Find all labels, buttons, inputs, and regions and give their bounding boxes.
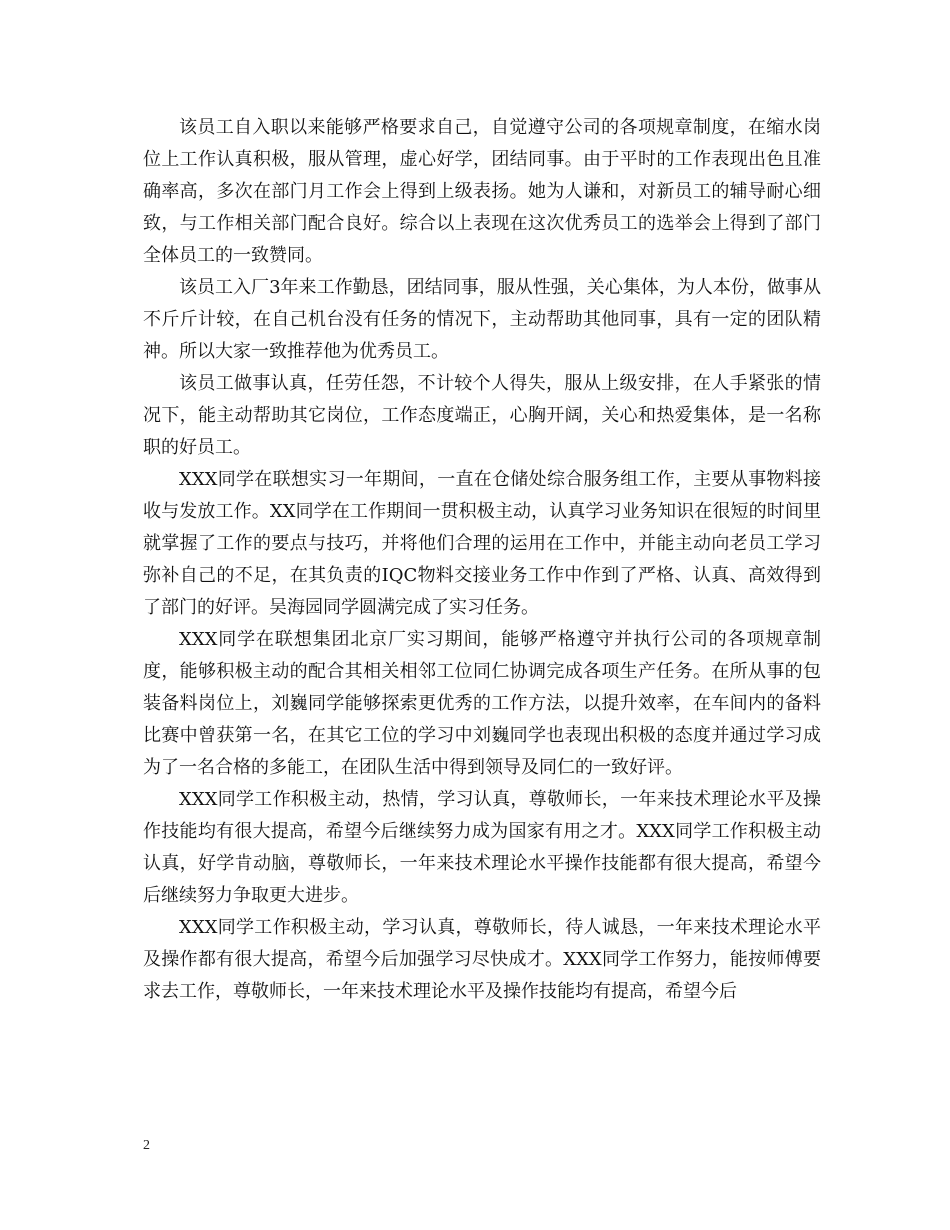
document-body <box>143 112 821 1008</box>
paragraph-2: 该员工入厂3年来工作勤恳，团结同事，服从性强，关心集体，为人本份，做事从不斤斤计较，在自己机台没有任务的情况下，主动帮助其他同事，具有一定的团队精神。所以大家一致推荐他为优秀员工。 <box>143 277 821 362</box>
paragraph-1: 该员工自入职以来能够严格要求自己，自觉遵守公司的各项规章制度，在缩水岗位上工作认真积极，服从管理，虚心好学，团结同事。由于平时的工作表现出色且准确率高，多次在部门月工作会上得到上级表扬。她为人谦和，对新员工的辅导耐心细致，与工作相关部门配合良好。综合以上表现在这次优秀员工的选举会上得到了部门全体员工的一致赞同。 <box>143 117 821 266</box>
paragraph-7: XXX同学工作积极主动，学习认真，尊敬师长，待人诚恳，一年来技术理论水平及操作都有很大提高，希望今后加强学习尽快成才。XXX同学工作努力，能按师傅要求去工作，尊敬师长，一年来技术理论水平及操作技能均有提高，希望今后 <box>143 917 821 1002</box>
page-number: 2 <box>143 1138 150 1153</box>
paragraph-5: XXX同学在联想集团北京厂实习期间，能够严格遵守并执行公司的各项规章制度，能够积极主动的配合其相关相邻工位同仁协调完成各项生产任务。在所从事的包装备料岗位上，刘巍同学能够探索更优秀的工作方法，以提升效率，在车间内的备料比赛中曾获第一名，在其它工位的学习中刘巍同学也表现出积极的态度并通过学习成为了一名合格的多能工，在团队生活中得到领导及同仁的一致好评。 <box>143 629 821 778</box>
paragraph-4: XXX同学在联想实习一年期间，一直在仓储处综合服务组工作，主要从事物料接收与发放工作。XX同学在工作期间一贯积极主动，认真学习业务知识在很短的时间里就掌握了工作的要点与技巧，并将他们合理的运用在工作中，并能主动向老员工学习弥补自己的不足，在其负责的IQC物料交接业务工作中作到了严格、认真、高效得到了部门的好评。吴海园同学圆满完成了实习任务。 <box>143 469 821 618</box>
paragraph-6: XXX同学工作积极主动，热情，学习认真，尊敬师长，一年来技术理论水平及操作技能均有很大提高，希望今后继续努力成为国家有用之才。XXX同学工作积极主动认真，好学肯动脑，尊敬师长，一年来技术理论水平操作技能都有很大提高，希望今后继续努力争取更大进步。 <box>143 789 821 906</box>
paragraph-3: 该员工做事认真，任劳任怨，不计较个人得失，服从上级安排，在人手紧张的情况下，能主动帮助其它岗位，工作态度端正，心胸开阔，关心和热爱集体，是一名称职的好员工。 <box>143 373 821 458</box>
